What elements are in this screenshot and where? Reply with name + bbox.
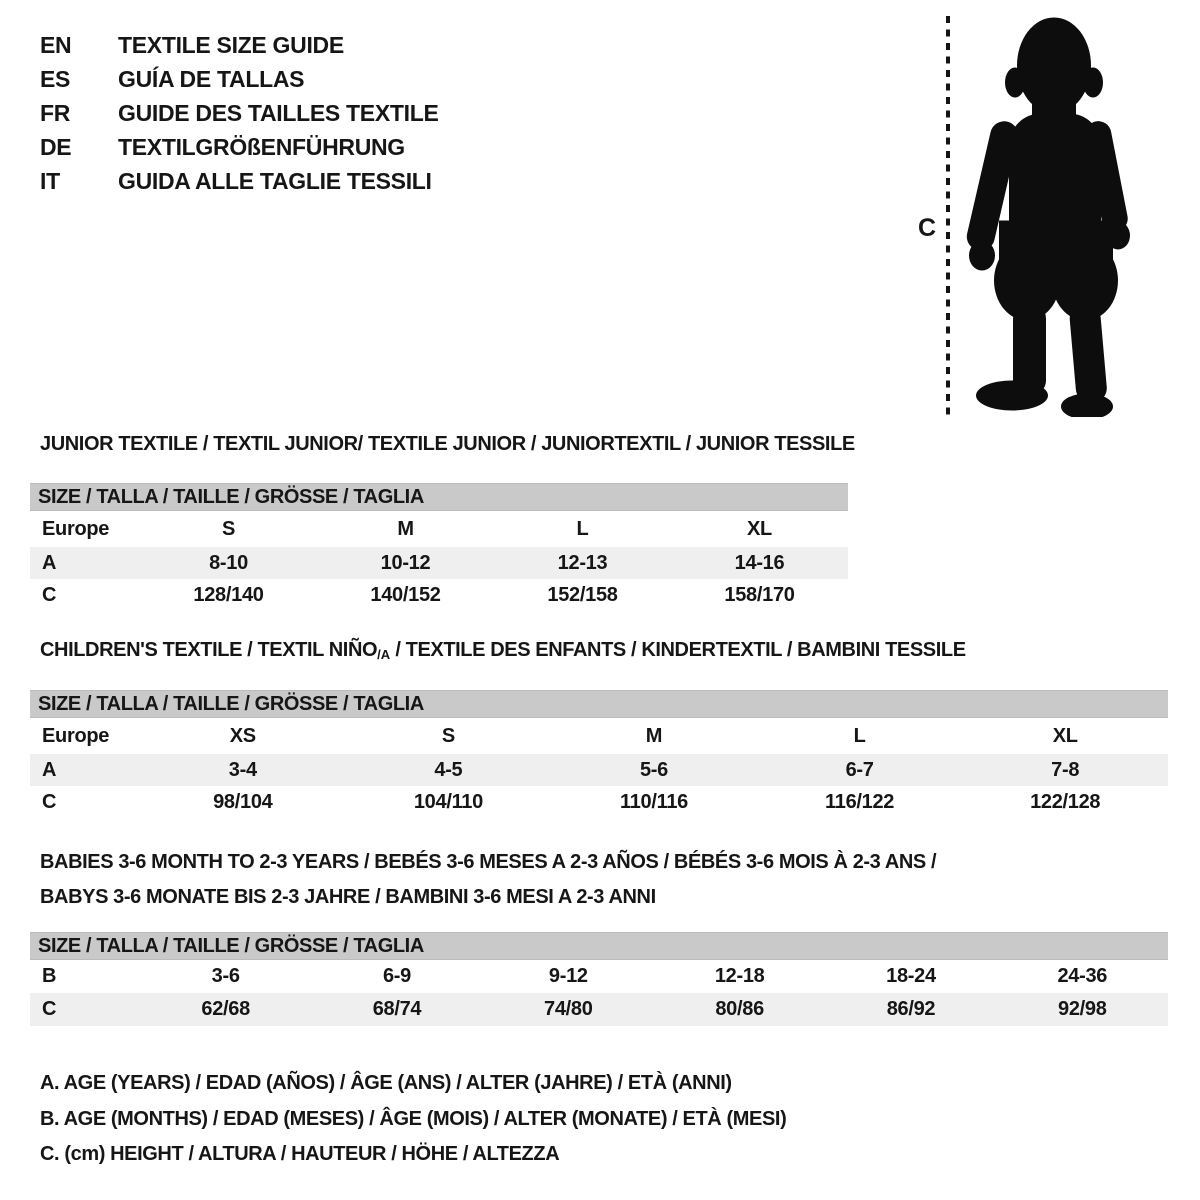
lang-row-es xyxy=(40,62,439,96)
height-cell: 152/158 xyxy=(547,584,618,606)
lang-title: GUÍA DE TALLAS xyxy=(118,66,305,92)
height-cell: 110/116 xyxy=(619,791,688,813)
children-title-sub: /A xyxy=(377,647,391,662)
table-row-age xyxy=(30,547,848,579)
months-cell: 24-36 xyxy=(1057,965,1108,987)
months-cell: 12-18 xyxy=(714,965,765,987)
height-cell: 68/74 xyxy=(372,998,422,1020)
height-cell: 80/86 xyxy=(715,998,764,1020)
babies-title-line1: BABIES 3-6 MONTH TO 2-3 YEARS / BEBÉS 3-6 MESES A 2-3 AÑOS / BÉBÉS 3-6 MOIS À 2-3 ANS / xyxy=(40,851,937,873)
legend-line-b: B. AGE (MONTHS) / EDAD (MESES) / ÂGE (MOIS) / ALTER (MONATE) / ETÀ (MESI) xyxy=(40,1107,787,1130)
measure-legend xyxy=(40,1066,786,1173)
lang-row-de xyxy=(40,130,439,164)
row-label: C xyxy=(42,998,57,1020)
lang-row-fr xyxy=(40,96,439,130)
height-measure-dashed-line xyxy=(946,16,950,417)
height-cell: 104/110 xyxy=(413,791,483,813)
height-cell: 86/92 xyxy=(886,998,936,1020)
junior-size-table xyxy=(30,483,848,612)
age-cell: 6-7 xyxy=(845,758,874,781)
table-row-height xyxy=(30,579,848,612)
age-cell: 12-13 xyxy=(557,551,608,574)
height-cell: 62/68 xyxy=(201,998,250,1020)
table-row-age xyxy=(30,754,1168,786)
age-cell: 8-10 xyxy=(209,551,248,574)
row-label: Europe xyxy=(42,517,110,540)
children-size-table xyxy=(30,690,1168,819)
size-cell: S xyxy=(221,517,236,540)
size-cell: XS xyxy=(229,724,256,747)
lang-code: FR xyxy=(40,100,71,126)
section-title-babies xyxy=(40,845,936,915)
lang-title: GUIDA ALLE TAGLIE TESSILI xyxy=(118,168,432,194)
lang-code: DE xyxy=(40,134,72,160)
age-cell: 4-5 xyxy=(434,758,463,781)
table-header-bar: SIZE / TALLA / TAILLE / GRÖSSE / TAGLIA xyxy=(30,690,1168,718)
lang-code: IT xyxy=(40,168,60,194)
size-cell: S xyxy=(441,724,455,747)
height-cell: 140/152 xyxy=(370,584,441,606)
age-cell: 3-4 xyxy=(228,758,257,781)
size-cell: M xyxy=(397,517,414,540)
months-cell: 3-6 xyxy=(211,965,240,987)
height-cell: 128/140 xyxy=(193,584,264,606)
babies-title-line2: BABYS 3-6 MONATE BIS 2-3 JAHRE / BAMBINI 3-6 MESI A 2-3 ANNI xyxy=(40,886,656,908)
height-cell: 122/128 xyxy=(1030,791,1101,813)
age-cell: 5-6 xyxy=(639,758,668,781)
months-cell: 6-9 xyxy=(382,965,411,987)
lang-row-en xyxy=(40,28,439,62)
children-title-suffix: / TEXTILE DES ENFANTS / KINDERTEXTIL / BAMBINI TESSILE xyxy=(390,639,966,661)
section-title-junior: JUNIOR TEXTILE / TEXTIL JUNIOR/ TEXTILE JUNIOR / JUNIORTEXTIL / JUNIOR TESSILE xyxy=(40,433,855,455)
legend-line-a: A. AGE (YEARS) / EDAD (AÑOS) / ÂGE (ANS) / ALTER (JAHRE) / ETÀ (ANNI) xyxy=(40,1072,732,1094)
table-row-height xyxy=(30,993,1168,1026)
table-row-height xyxy=(30,786,1168,819)
size-cell: XL xyxy=(1052,724,1078,747)
size-cell: M xyxy=(645,724,663,747)
row-label: A xyxy=(42,551,57,574)
table-header-bar: SIZE / TALLA / TAILLE / GRÖSSE / TAGLIA xyxy=(30,483,848,511)
row-label: C xyxy=(42,791,57,813)
age-cell: 7-8 xyxy=(1051,758,1080,781)
children-title-prefix: CHILDREN'S TEXTILE / TEXTIL NIÑO xyxy=(40,639,378,661)
babies-size-table xyxy=(30,932,1168,1026)
height-cell: 158/170 xyxy=(724,584,795,606)
legend-line-c: C. (cm) HEIGHT / ALTURA / HAUTEUR / HÖHE / ALTEZZA xyxy=(40,1143,560,1165)
language-guide-list xyxy=(40,28,439,198)
size-cell: XL xyxy=(747,517,772,540)
height-cell: 98/104 xyxy=(213,791,273,813)
months-cell: 18-24 xyxy=(886,965,936,987)
table-row-europe xyxy=(30,511,848,547)
size-cell: L xyxy=(853,724,866,747)
section-title-children xyxy=(40,639,966,662)
lang-title: GUIDE DES TAILLES TEXTILE xyxy=(118,100,439,126)
lang-title: TEXTILGRÖßENFÜHRUNG xyxy=(118,134,405,160)
age-cell: 10-12 xyxy=(380,551,431,574)
row-label: Europe xyxy=(42,724,110,747)
table-row-months xyxy=(30,960,1168,993)
height-cell: 74/80 xyxy=(544,998,593,1020)
lang-row-it xyxy=(40,164,439,198)
row-label: B xyxy=(42,965,57,987)
table-row-europe xyxy=(30,718,1168,754)
lang-title: TEXTILE SIZE GUIDE xyxy=(118,32,344,58)
row-label: C xyxy=(42,584,57,606)
lang-code: EN xyxy=(40,32,72,58)
table-header-bar: SIZE / TALLA / TAILLE / GRÖSSE / TAGLIA xyxy=(30,932,1168,960)
age-cell: 14-16 xyxy=(734,551,785,574)
months-cell: 9-12 xyxy=(548,965,588,987)
toddler-silhouette-image xyxy=(966,14,1136,417)
height-cell: 116/122 xyxy=(825,791,895,813)
size-cell: L xyxy=(576,517,589,540)
row-label: A xyxy=(42,758,57,781)
lang-code: ES xyxy=(40,66,71,92)
height-cell: 92/98 xyxy=(1058,998,1107,1020)
height-measure-label: C xyxy=(918,214,937,242)
